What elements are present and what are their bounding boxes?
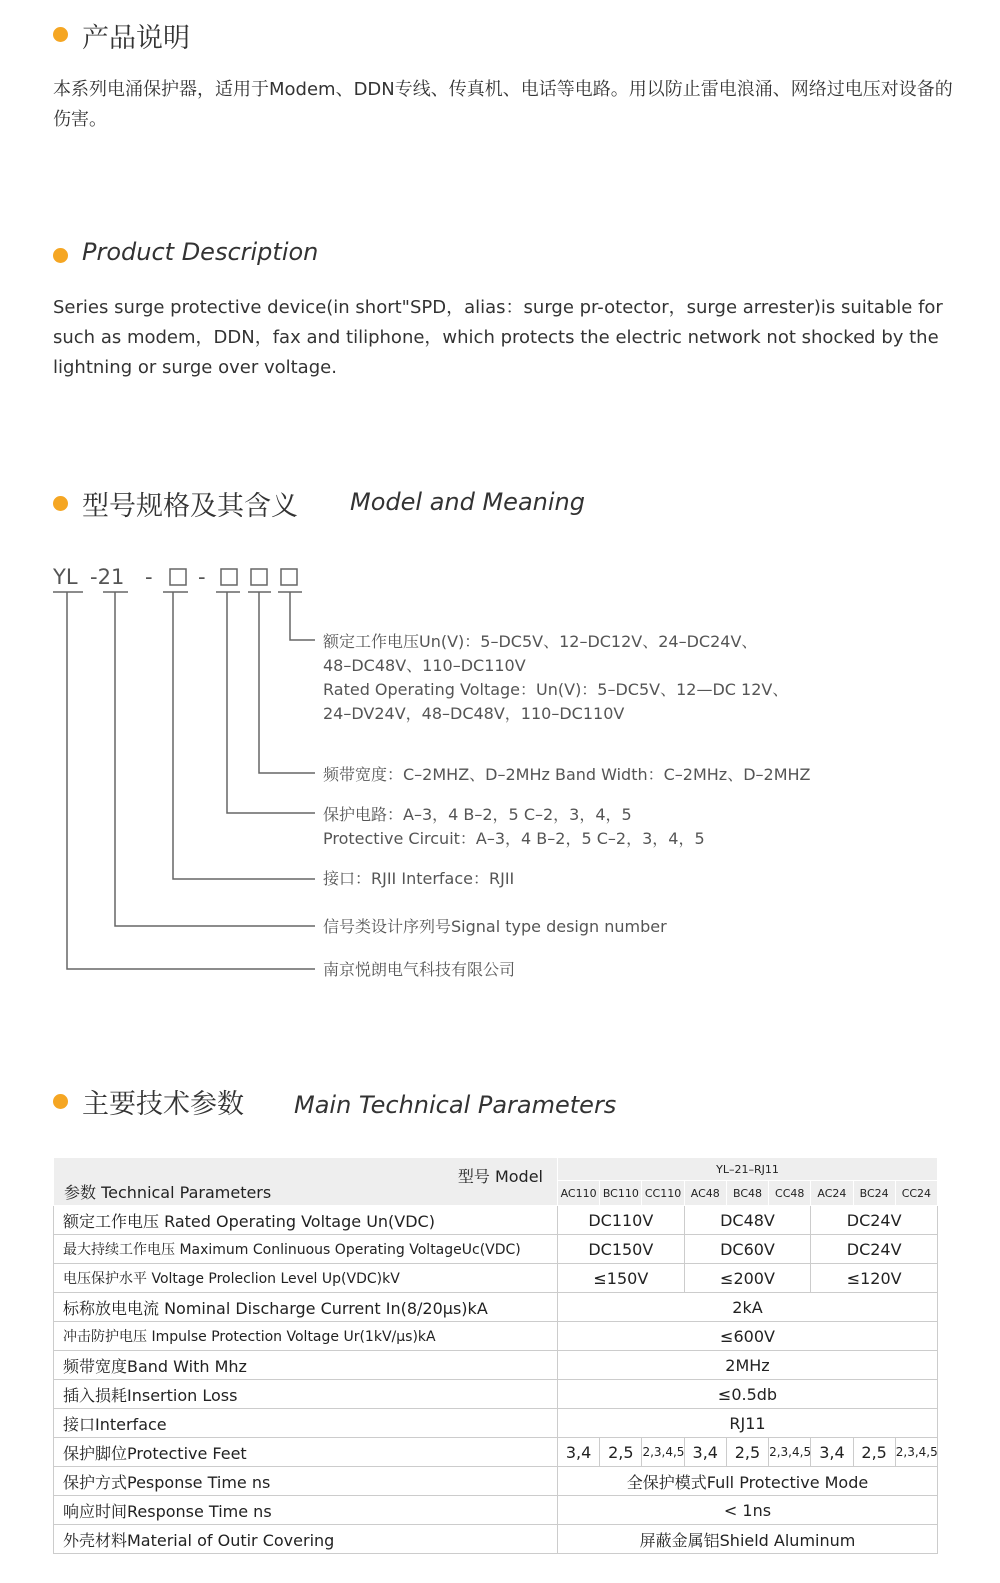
value-cell: ≤120V (811, 1264, 938, 1293)
model-sub-cell: AC48 (684, 1181, 726, 1206)
value-cell: 全保护模式Full Protective Mode (558, 1467, 938, 1496)
value-cell: ≤150V (558, 1264, 685, 1293)
table-row (54, 1438, 938, 1467)
value-cell: < 1ns (558, 1496, 938, 1525)
value-cell: 3,4 (684, 1438, 726, 1467)
line: 24–DV24V，48–DC48V，110–DC110V (323, 704, 625, 723)
code-dash: - (198, 565, 206, 589)
code-dash: - (145, 565, 153, 589)
param-label-cell: 频带宽度Band With Mhz (54, 1351, 558, 1380)
section-title-model-en: Model and Meaning (350, 488, 585, 516)
section-title-params-en: Main Technical Parameters (294, 1091, 617, 1119)
param-label-cell: 保护方式Pesponse Time ns (54, 1467, 558, 1496)
table-row (54, 1322, 938, 1351)
parameters-table (53, 1157, 938, 1554)
line: 48–DC48V、110–DC110V (323, 656, 526, 675)
value-cell: DC48V (684, 1206, 811, 1235)
table-row (54, 1264, 938, 1293)
code-yl: YL (53, 565, 78, 589)
meaning-voltage (323, 630, 788, 726)
value-cell: 2,5 (726, 1438, 768, 1467)
meaning-circuit (323, 803, 705, 851)
section-title-model-cn: 型号规格及其含义 (82, 491, 298, 522)
value-cell: RJ11 (558, 1409, 938, 1438)
model-sub-cell: BC24 (853, 1181, 895, 1206)
line: 保护电路：A–3，4 B–2，5 C–2，3，4，5 (323, 805, 632, 824)
value-cell: 2,5 (600, 1438, 642, 1467)
meaning-bandwidth: 频带宽度：C–2MHZ、D–2MHz Band Width：C–2MHz、D–2MHZ (323, 765, 811, 784)
table-header-row (54, 1158, 938, 1181)
param-label-cell: 接口Interface (54, 1409, 558, 1438)
table-row (54, 1235, 938, 1264)
table-row (54, 1467, 938, 1496)
line: 额定工作电压Un(V)：5–DC5V、12–DC12V、24–DC24V、 (323, 632, 758, 651)
table-row (54, 1409, 938, 1438)
model-sub-cell: CC110 (642, 1181, 684, 1206)
value-cell: 2kA (558, 1293, 938, 1322)
table-row (54, 1206, 938, 1235)
param-label-cell: 外壳材料Material of Outir Covering (54, 1525, 558, 1554)
value-cell: DC24V (811, 1206, 938, 1235)
model-sub-cell: CC24 (895, 1181, 937, 1206)
param-label-cell: 最大持续工作电压 Maximum Conlinuous Operating VoltageUc(VDC) (54, 1235, 558, 1264)
value-cell: 屏蔽金属铝Shield Aluminum (558, 1525, 938, 1554)
product-desc-en: Series surge protective device(in short"SPD，alias：surge pr-otector，surge arrester)is suitable for such as modem，DDN，fax and tiliphone，which protects the electric network not shocked by the lightning or surge over voltage. (53, 297, 943, 378)
param-label-cell: 插入损耗Insertion Loss (54, 1380, 558, 1409)
line: Rated Operating Voltage：Un(V)：5–DC5V、12—DC 12V、 (323, 680, 789, 699)
value-cell: 2,3,4,5 (642, 1438, 684, 1467)
model-sub-cell: CC48 (769, 1181, 811, 1206)
section-title-params-cn: 主要技术参数 (82, 1089, 244, 1120)
meaning-interface: 接口：RJII Interface：RJII (323, 869, 515, 888)
table-row (54, 1496, 938, 1525)
model-name: YL–21–RJ11 (558, 1158, 938, 1181)
meaning-series: 信号类设计序列号Signal type design number (323, 917, 667, 936)
value-cell: ≤600V (558, 1322, 938, 1351)
value-cell: 3,4 (811, 1438, 853, 1467)
value-cell: 2,3,4,5 (895, 1438, 937, 1467)
table-row (54, 1293, 938, 1322)
model-sub-cell: BC48 (726, 1181, 768, 1206)
bullet-icon (53, 1094, 68, 1109)
line: Protective Circuit：A–3，4 B–2，5 C–2，3，4，5 (323, 829, 705, 848)
value-cell: 2,5 (853, 1438, 895, 1467)
value-cell: 2MHz (558, 1351, 938, 1380)
param-label: 参数 Technical Parameters (64, 1183, 272, 1202)
section-title-product-cn: 产品说明 (82, 23, 190, 54)
model-sub-cell: AC24 (811, 1181, 853, 1206)
section-title-product-en: Product Description (82, 238, 319, 266)
model-label: 型号 Model (457, 1167, 543, 1186)
model-sub-cell: AC110 (558, 1181, 600, 1206)
code-21: -21 (90, 565, 125, 589)
model-sub-cell: BC110 (600, 1181, 642, 1206)
value-cell: DC24V (811, 1235, 938, 1264)
value-cell: ≤200V (684, 1264, 811, 1293)
table-row (54, 1525, 938, 1554)
header-corner-cell (54, 1158, 558, 1206)
value-cell: DC110V (558, 1206, 685, 1235)
param-label-cell: 额定工作电压 Rated Operating Voltage Un(VDC) (54, 1206, 558, 1235)
product-desc-cn: 本系列电涌保护器，适用于Modem、DDN专线、传真机、电话等电路。用以防止雷电浪涌、网络过电压对设备的伤害。 (53, 79, 953, 130)
value-cell: ≤0.5db (558, 1380, 938, 1409)
table-row (54, 1380, 938, 1409)
param-label-cell: 响应时间Response Time ns (54, 1496, 558, 1525)
value-cell: 2,3,4,5 (769, 1438, 811, 1467)
meaning-company: 南京悦朗电气科技有限公司 (323, 960, 516, 979)
value-cell: DC150V (558, 1235, 685, 1264)
param-label-cell: 电压保护水平 Voltage Proleclion Level Up(VDC)kV (54, 1264, 558, 1293)
param-label-cell: 标称放电电流 Nominal Discharge Current In(8/20μs)kA (54, 1293, 558, 1322)
value-cell: DC60V (684, 1235, 811, 1264)
param-label-cell: 冲击防护电压 Impulse Protection Voltage Ur(1kV/μs)kA (54, 1322, 558, 1351)
value-cell: 3,4 (558, 1438, 600, 1467)
param-label-cell: 保护脚位Protective Feet (54, 1438, 558, 1467)
table-row (54, 1351, 938, 1380)
